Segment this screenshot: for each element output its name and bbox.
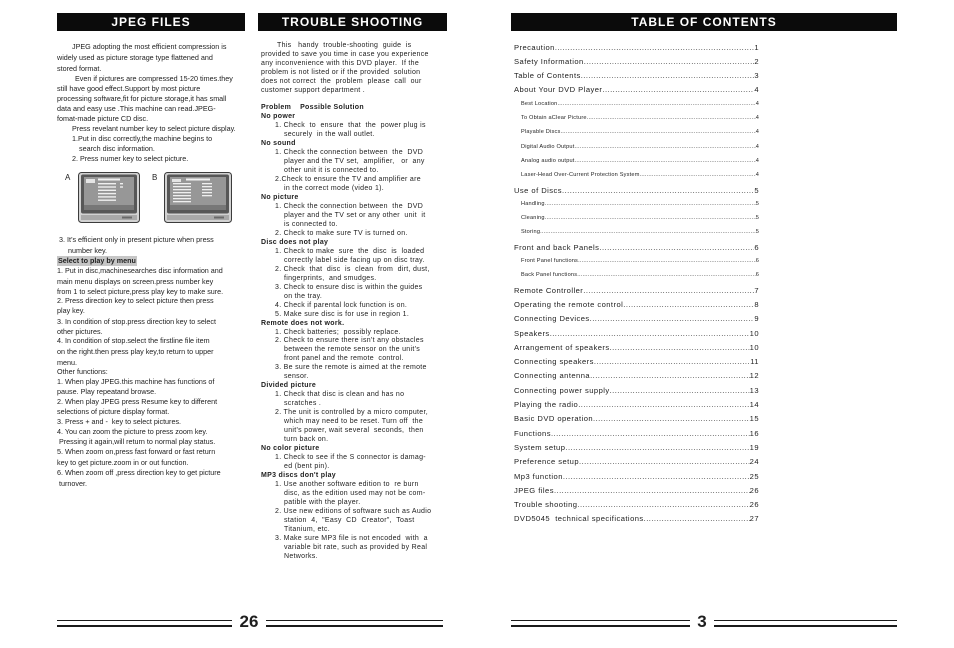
toc-dot-leader <box>555 42 755 53</box>
toc-entry-title: Trouble shooting <box>514 500 578 510</box>
jpeg-menu-line: 2. When play JPEG press Resume key to different <box>57 397 218 406</box>
jpeg-files-heading: JPEG FILES <box>57 13 245 31</box>
toc-entry-page: 2 <box>754 56 759 66</box>
toc-entry-page: 11 <box>750 357 759 367</box>
figure-label-a: A <box>65 173 71 182</box>
jpeg-menu-line: from 1 to select picture,press play key to make sure. <box>57 287 224 296</box>
toc-entry <box>514 370 759 381</box>
toc-dot-leader <box>554 485 750 496</box>
toc-entry-page: 10 <box>749 342 759 352</box>
jpeg-intro-line: processing software,fit for picture storage,it has small <box>57 94 227 103</box>
trouble-intro-line: problem is not listed or if the provided solution <box>261 69 421 76</box>
toc-dot-leader <box>578 399 749 410</box>
jpeg-menu-line: 6. When zoom off ,press direction key to get picture <box>57 468 221 477</box>
jpeg-intro-line: search disc information. <box>79 144 155 153</box>
toc-entry-title: Mp3 function <box>514 471 563 481</box>
toc-entry-title: Handling <box>521 200 545 207</box>
solution-line: ed (bent pin). <box>284 463 330 471</box>
toc-dot-leader <box>563 471 750 482</box>
toc-entry-page: 4 <box>755 172 759 179</box>
jpeg-menu-line: 3. In condition of stop.press direction key to select <box>57 317 217 326</box>
toc-dot-leader <box>574 142 755 153</box>
toc-entry-title: About Your DVD Player <box>514 85 603 95</box>
toc-entry-page: 15 <box>749 414 759 424</box>
toc-dot-leader <box>579 456 750 467</box>
problem-title: MP3 discs don't play <box>261 472 336 480</box>
toc-entry <box>521 156 759 167</box>
toc-entry-page: 4 <box>755 143 759 150</box>
solution-line: is connected to. <box>284 220 338 228</box>
jpeg-intro-line: 1.Put in disc correctly,the machine begins to <box>72 134 213 143</box>
toc-entry-title: System setup <box>514 442 566 452</box>
solution-line: on the tray. <box>284 292 323 300</box>
toc-entry-title: Connecting power supply <box>514 385 610 395</box>
toc-dot-leader <box>577 270 755 281</box>
solution-line: Titanium, etc. <box>284 526 330 534</box>
toc-entry-page: 19 <box>749 442 759 452</box>
toc-entry-page: 14 <box>749 400 759 409</box>
jpeg-menu-line: pause. Play repeatand browse. <box>57 387 157 396</box>
toc-entry <box>514 499 759 510</box>
toc-entry-title: Functions <box>514 428 551 438</box>
trouble-intro-line: provided to save you time in case you experience <box>261 51 429 58</box>
toc-entry-title: Basic DVD operation <box>514 414 594 424</box>
toc-entry-title: Playable Discs <box>521 129 561 136</box>
jpeg-menu-line: menu. <box>57 358 77 367</box>
solution-line: 1. Check the connection between the DVD <box>275 148 424 156</box>
trouble-intro-line: This handy trouble-shooting guide is <box>277 42 412 49</box>
solution-line: 1. Use another software edition to re burn <box>275 481 419 489</box>
solution-line: front panel and the remote control. <box>284 355 404 363</box>
jpeg-menu-line: 1. Put in disc,machinesearches disc information and <box>57 266 223 275</box>
solution-line: station 4, "Easy CD Creator", Toast <box>284 517 415 525</box>
trouble-shooting-heading: TROUBLE SHOOTING <box>258 13 447 31</box>
toc-dot-leader <box>610 342 750 353</box>
solution-line: securely in the wall outlet. <box>284 130 375 138</box>
trouble-intro-line: does not correct the problem please call our <box>261 78 422 85</box>
jpeg-menu-line: 2. Press direction key to select picture then press <box>57 296 214 305</box>
toc-entry <box>521 127 759 138</box>
solution-line: 2.Check to ensure the TV and amplifier are <box>275 175 421 183</box>
toc-dot-leader <box>575 156 756 167</box>
toc-entry-title: Operating the remote control <box>514 299 624 309</box>
toc-entry <box>514 328 759 339</box>
toc-entry-title: Cleaning <box>521 215 545 222</box>
jpeg-menu-line: 1. When play JPEG.this machine has functions of <box>57 377 215 386</box>
toc-dot-leader <box>584 56 755 67</box>
jpeg-files-column <box>57 0 247 600</box>
toc-dot-leader <box>590 313 755 324</box>
problem-title: No sound <box>261 139 296 147</box>
solution-line: in the correct mode (video 1). <box>284 184 385 192</box>
jpeg-menu-line: other pictures. <box>57 327 103 336</box>
solution-line: 2. Check to make sure TV is turned on. <box>275 229 408 237</box>
solution-line: disc, as the edition used may not be com- <box>284 490 426 498</box>
jpeg-menu-line: turnover. <box>57 479 87 488</box>
tv-screen-b-illustration <box>164 172 232 223</box>
toc-dot-leader <box>540 227 756 238</box>
toc-entry-page: 24 <box>749 457 759 467</box>
solution-line: 1. Check the connection between the DVD <box>275 202 424 210</box>
toc-entry-page: 13 <box>749 385 759 395</box>
jpeg-intro-line: fomat-made picture CD disc. <box>57 114 149 123</box>
toc-entry <box>514 513 759 524</box>
trouble-intro-line: customer support department . <box>261 87 366 94</box>
toc-entry-page: 3 <box>754 71 759 81</box>
toc-entry-title: Speakers <box>514 328 550 338</box>
jpeg-menu-line: selections of picture display format. <box>57 407 170 416</box>
toc-entry-title: Best Location <box>521 100 558 107</box>
toc-entry <box>514 185 759 196</box>
toc-entry <box>514 242 759 253</box>
toc-entry-page: 5 <box>754 185 759 195</box>
select-menu-heading: Select to play by menu <box>58 256 136 265</box>
toc-entry-page: 7 <box>754 285 759 295</box>
toc-entry <box>521 99 759 110</box>
jpeg-note-line: 3. It’s efficient only in present picture when press <box>59 235 214 244</box>
toc-entry-title: Arrangement of speakers <box>514 342 610 352</box>
jpeg-intro-line: JPEG adopting the most efficient compression is <box>72 42 227 51</box>
toc-entry-title: Front Panel functions <box>521 258 579 264</box>
jpeg-menu-line: 4. In condition of stop.select the firstline file item <box>57 336 210 345</box>
jpeg-menu-line: 5. When zoom on,press fast forward or fast return <box>57 447 216 456</box>
solution-line: 1. Check that disc is clean and has no <box>275 391 405 399</box>
table-of-contents-column <box>511 0 771 600</box>
toc-entry <box>514 313 759 324</box>
toc-entry-title: Connecting antenna <box>514 371 591 381</box>
solution-line: which may need to be reset. Turn off the <box>284 418 424 426</box>
problem-title: No power <box>261 112 296 120</box>
right-page-number: 3 <box>690 612 714 632</box>
solution-line: Networks. <box>284 553 318 560</box>
toc-entry-title: To Obtain aClear Picture <box>521 115 587 121</box>
jpeg-menu-line: key to get picture.zoom in or out function. <box>57 458 189 467</box>
toc-entry <box>514 399 759 410</box>
solution-line: 1. Check batteries; possibly replace. <box>275 328 401 336</box>
toc-entry <box>521 213 759 224</box>
jpeg-note-line: number key. <box>68 246 108 255</box>
toc-entry-page: 1 <box>754 42 759 52</box>
problem-solution-header: Problem Possible Solution <box>261 104 364 111</box>
toc-dot-leader <box>560 127 755 138</box>
toc-dot-leader <box>581 70 755 81</box>
problem-title: No picture <box>261 193 299 201</box>
jpeg-menu-line: 4. You can zoom the picture to press zoom key. <box>57 427 208 436</box>
toc-dot-leader <box>578 499 750 510</box>
toc-entry <box>521 199 759 210</box>
toc-entry <box>514 442 759 453</box>
toc-dot-leader <box>623 299 754 310</box>
figure-label-b: B <box>152 173 158 182</box>
toc-entry <box>521 270 759 281</box>
jpeg-intro-line: 2. Press numer key to select picture. <box>72 154 189 163</box>
toc-dot-leader <box>551 428 750 439</box>
toc-entry-title: Safety Information <box>514 56 584 66</box>
jpeg-menu-line: on the right.then press play key,to return to upper <box>57 347 214 356</box>
toc-entry <box>514 413 759 424</box>
solution-line: 3. Check to ensure disc is within the guides <box>275 283 423 291</box>
toc-entry-page: 12 <box>749 371 759 381</box>
toc-dot-leader <box>545 213 756 224</box>
jpeg-intro-line: stored format. <box>57 64 102 73</box>
trouble-intro-line: any inconvenience with this DVD player. If the <box>261 60 420 67</box>
solution-line: correctly label side facing up on disc tray. <box>284 256 425 264</box>
toc-entry-title: Back Panel functions <box>521 272 578 279</box>
toc-entry-title: Preference setup <box>514 457 580 467</box>
toc-dot-leader <box>565 442 749 453</box>
solution-line: player and the TV set or any other unit it <box>284 211 426 219</box>
solution-line: 1. Check to make sure the disc is loaded <box>275 247 425 255</box>
toc-entry <box>514 70 759 81</box>
toc-entry-title: Remote Controller <box>514 285 584 295</box>
jpeg-menu-line: main menu displays on screen.press number key <box>57 277 214 286</box>
toc-entry-page: 26 <box>749 485 759 495</box>
solution-line: 2. The unit is controlled by a micro computer, <box>275 409 428 417</box>
toc-entry-page: 10 <box>749 328 759 338</box>
toc-entry-page: 4 <box>755 100 759 107</box>
solution-line: 5. Make sure disc is for use in region 1. <box>275 310 410 318</box>
problem-title: Remote does not work. <box>261 319 345 327</box>
toc-entry-title: Front and back Panels <box>514 242 600 252</box>
toc-entry-title: DVD5045 technical specifications <box>514 514 644 524</box>
jpeg-intro-line: still have good effect.Support by most picture <box>57 84 201 93</box>
jpeg-menu-line: 3. Press + and - key to select pictures. <box>57 417 182 426</box>
toc-entry <box>514 84 759 95</box>
jpeg-menu-line: Other functions: <box>57 367 108 376</box>
solution-line: between the remote sensor on the unit's <box>284 346 421 354</box>
solution-line: unit's power, wait several seconds, then <box>284 427 424 435</box>
toc-entry <box>514 471 759 482</box>
toc-entry-page: 25 <box>749 471 759 481</box>
toc-entry-page: 6 <box>755 258 759 264</box>
toc-entry <box>514 356 759 367</box>
solution-line: sensor. <box>284 373 309 381</box>
toc-entry-title: Use of Discs <box>514 185 563 195</box>
toc-dot-leader <box>593 413 750 424</box>
toc-entry <box>514 56 759 67</box>
toc-entry-page: 16 <box>749 428 759 438</box>
problem-title: No color picture <box>261 445 320 453</box>
toc-entry-page: 5 <box>755 215 759 222</box>
toc-entry-title: Storing <box>521 229 541 236</box>
left-page-number: 26 <box>232 612 266 632</box>
solution-line: 3. Make sure MP3 file is not encoded with a <box>275 535 428 543</box>
solution-line: turn back on. <box>284 436 329 444</box>
solution-line: 3. Be sure the remote is aimed at the remote <box>275 364 427 372</box>
problem-title: Divided picture <box>261 382 317 390</box>
toc-entry-title: Connecting speakers <box>514 357 594 367</box>
toc-dot-leader <box>602 84 754 95</box>
toc-entry-title: Analog audio output <box>521 157 575 164</box>
toc-entry-title: Precaution <box>514 42 555 52</box>
solution-line: 2. Use new editions of software such as Audio <box>275 508 432 516</box>
toc-entry <box>514 456 759 467</box>
toc-entry-title: Connecting Devices <box>514 314 590 324</box>
toc-entry <box>521 113 759 124</box>
toc-entry <box>514 342 759 353</box>
toc-entry-page: 5 <box>755 229 759 236</box>
toc-dot-leader <box>558 99 756 110</box>
toc-dot-leader <box>590 370 750 381</box>
solution-line: scratches . <box>284 400 322 408</box>
jpeg-intro-line: Even if pictures are compressed 15-20 times.they <box>75 74 233 83</box>
solution-line: 4. Check if parental lock function is on. <box>275 301 408 309</box>
jpeg-intro-line: data and easy use .This machine can read.JPEG- <box>57 104 216 113</box>
toc-entry-page: 6 <box>755 272 759 279</box>
toc-entry <box>514 485 759 496</box>
toc-entry <box>521 142 759 153</box>
toc-entry <box>514 42 759 53</box>
toc-entry-page: 4 <box>755 157 759 164</box>
toc-entry-page: 5 <box>755 200 759 207</box>
trouble-shooting-column <box>261 0 449 600</box>
toc-entry-title: Playing the radio <box>514 400 579 409</box>
toc-entry-page: 8 <box>754 299 759 309</box>
toc-dot-leader <box>610 385 750 396</box>
toc-dot-leader <box>640 170 756 181</box>
solution-line: 2. Check that disc is clean from dirt, dust, <box>275 265 430 273</box>
toc-dot-leader <box>562 185 754 196</box>
toc-entry-title: JPEG files <box>514 485 554 495</box>
solution-line: 2. Check to ensure there isn't any obstacles <box>275 337 424 345</box>
toc-entry-page: 4 <box>754 85 759 95</box>
solution-line: fingerprints, and smudges. <box>284 274 377 282</box>
toc-entry <box>514 385 759 396</box>
toc-entry <box>514 299 759 310</box>
solution-line: variable bit rate, such as provided by Real <box>284 544 428 552</box>
toc-entry-title: Laser-Head Over-Current Protection System <box>521 172 640 179</box>
toc-entry <box>521 227 759 238</box>
toc-entry-page: 26 <box>749 500 759 510</box>
toc-entry-page: 27 <box>749 514 759 524</box>
solution-line: other unit it is connected to. <box>284 166 379 174</box>
jpeg-menu-line: play key. <box>57 306 85 315</box>
toc-entry-page: 9 <box>754 314 759 324</box>
toc-entry-title: Table of Contents <box>514 71 581 81</box>
toc-entry-title: Digital Audio Output <box>521 143 575 150</box>
toc-dot-leader <box>583 285 754 296</box>
toc-dot-leader <box>550 328 750 339</box>
jpeg-intro-line: Press revelant number key to select picture display. <box>72 124 236 133</box>
toc-entry <box>514 285 759 296</box>
toc-dot-leader <box>545 199 756 210</box>
table-of-contents-heading: TABLE OF CONTENTS <box>511 13 897 31</box>
toc-entry <box>514 428 759 439</box>
solution-line: 1. Check to see if the S connector is damag- <box>275 454 426 462</box>
toc-dot-leader <box>587 113 756 124</box>
jpeg-intro-line: widely used as picture storage type flattened and <box>57 53 213 62</box>
toc-dot-leader <box>594 356 750 367</box>
toc-entry <box>521 170 759 181</box>
toc-entry <box>521 256 759 267</box>
solution-line: patible with the player. <box>284 499 361 507</box>
toc-dot-leader <box>644 513 750 524</box>
toc-entry-page: 4 <box>755 115 759 121</box>
toc-entry-page: 4 <box>755 129 759 136</box>
solution-line: 1. Check to ensure that the power plug is <box>275 121 426 129</box>
problem-title: Disc does not play <box>261 238 329 246</box>
toc-entry-page: 6 <box>754 242 759 252</box>
solution-line: player and the TV set, amplifier, or any <box>284 157 425 165</box>
toc-dot-leader <box>599 242 754 253</box>
toc-dot-leader <box>578 256 756 267</box>
tv-screen-a-illustration <box>78 172 140 223</box>
jpeg-menu-line: Pressing it again,will return to normal play status. <box>57 437 216 446</box>
